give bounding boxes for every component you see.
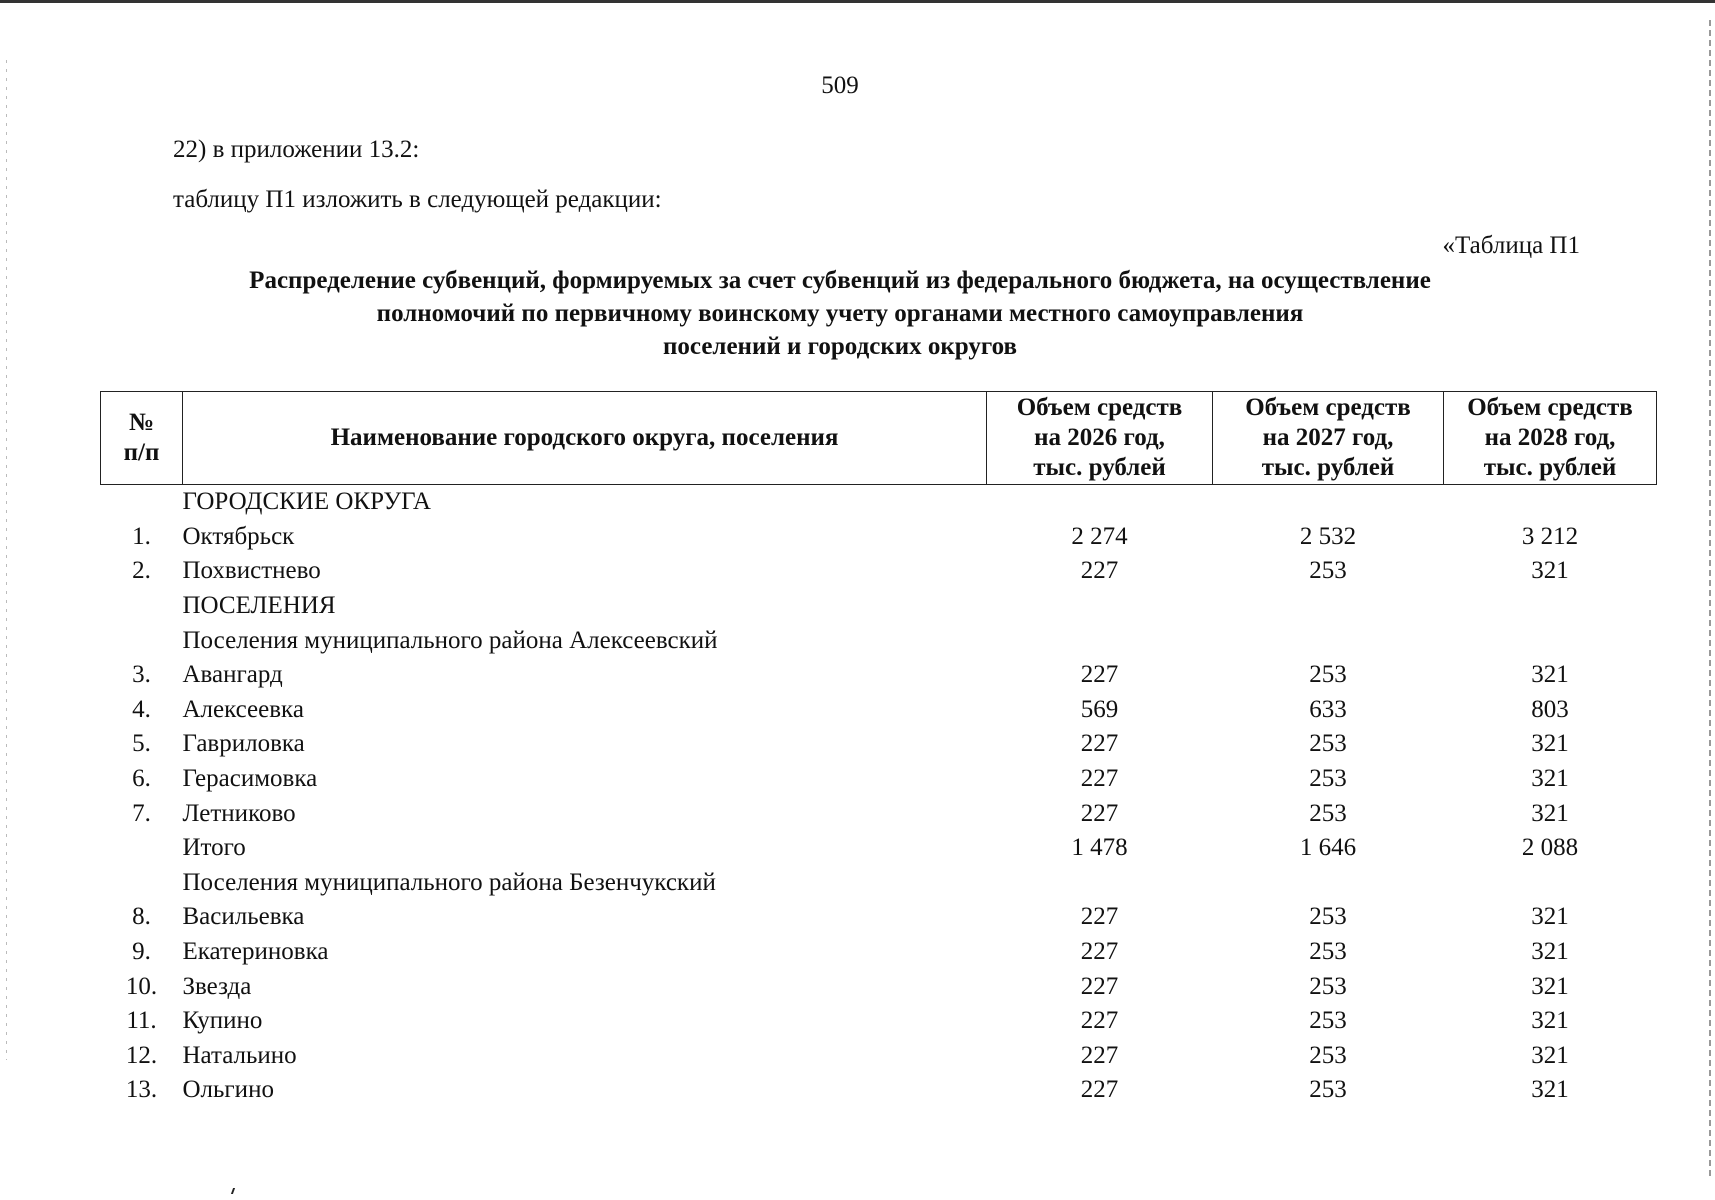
value-2028: 321 (1531, 730, 1569, 758)
value-2028: 2 088 (1521, 834, 1579, 862)
header-2026-line: на 2026 год, (1034, 424, 1165, 451)
table-row (101, 866, 1657, 901)
amendment-paragraph: 22) в приложении 13.2: (173, 136, 420, 163)
instruction-paragraph: таблицу П1 изложить в следующей редакции: (173, 186, 662, 213)
value-2026: 227 (1080, 730, 1119, 758)
row-number: 13. (125, 1076, 158, 1104)
table-row (101, 935, 1657, 970)
table-row (101, 589, 1657, 624)
table-header-row (101, 392, 1657, 485)
table-title-line: поселений и городских округов (663, 333, 1017, 360)
value-2026: 227 (1080, 799, 1119, 827)
row-name: Екатериновка (182, 938, 329, 966)
row-name: Авангард (182, 661, 283, 689)
header-2027 (1213, 392, 1444, 485)
row-number: 3. (132, 661, 151, 689)
row-name: ПОСЕЛЕНИЯ (182, 592, 336, 620)
table-row (101, 762, 1657, 797)
header-number-line: п/п (123, 439, 160, 466)
row-name: Гавриловка (182, 730, 305, 758)
value-2028: 321 (1531, 903, 1569, 931)
scan-left-edge (6, 60, 7, 1060)
row-name: Похвистнево (182, 557, 321, 585)
value-2027: 253 (1309, 730, 1347, 758)
table-body (101, 485, 1657, 1108)
row-name: Звезда (182, 972, 252, 1000)
row-name: Васильевка (182, 903, 305, 931)
value-2027: 253 (1309, 1007, 1347, 1035)
row-number: 12. (125, 1041, 158, 1069)
value-2026 (987, 589, 1213, 624)
value-2028: 321 (1531, 938, 1569, 966)
value-2026: 227 (1080, 903, 1119, 931)
row-number (101, 831, 183, 866)
row-name: Поселения муниципального района Алексеевский (182, 626, 718, 654)
row-name: Итого (182, 834, 246, 862)
value-2026: 227 (1080, 1076, 1119, 1104)
header-2028 (1444, 392, 1657, 485)
row-number: 10. (125, 972, 158, 1000)
header-name: Наименование городского округа, поселения (183, 392, 987, 485)
value-2027: 2 532 (1299, 522, 1357, 550)
table-row (101, 485, 1657, 520)
table-row (101, 727, 1657, 762)
value-2026: 227 (1080, 972, 1119, 1000)
row-number: 1. (132, 522, 151, 550)
value-2027 (1213, 623, 1444, 658)
value-2026: 227 (1080, 661, 1119, 689)
table-row (101, 658, 1657, 693)
header-2027-line: тыс. рублей (1261, 454, 1395, 481)
value-2027: 253 (1309, 661, 1347, 689)
header-2026-line: тыс. рублей (1033, 454, 1166, 481)
row-number: 8. (132, 903, 151, 931)
table-row (101, 1039, 1657, 1074)
value-2026: 2 274 (1071, 522, 1128, 550)
row-name: Натальино (182, 1041, 297, 1069)
value-2027: 253 (1309, 799, 1347, 827)
value-2027: 253 (1309, 557, 1347, 585)
value-2027: 633 (1309, 695, 1347, 723)
row-name: ГОРОДСКИЕ ОКРУГА (182, 488, 431, 516)
value-2027: 253 (1309, 1076, 1347, 1104)
value-2026: 227 (1080, 557, 1119, 585)
table-row (101, 1004, 1657, 1039)
row-name: Летниково (182, 799, 296, 827)
value-2028: 321 (1531, 1007, 1569, 1035)
table-row (101, 520, 1657, 555)
value-2028 (1444, 485, 1657, 520)
table-reference: «Таблица П1 (1442, 232, 1580, 259)
row-number (101, 485, 183, 520)
subventions-table (100, 391, 1657, 1108)
value-2026 (987, 485, 1213, 520)
value-2028 (1444, 589, 1657, 624)
header-number (101, 392, 183, 485)
header-2027-line: Объем средств (1245, 394, 1411, 421)
value-2028: 3 212 (1521, 522, 1579, 550)
table-title-line: полномочий по первичному воинскому учету органами местного самоуправления (376, 300, 1304, 327)
value-2028: 321 (1531, 557, 1569, 585)
value-2026: 227 (1080, 938, 1119, 966)
value-2028: 321 (1531, 799, 1569, 827)
table-row (101, 693, 1657, 728)
scan-right-edge (1709, 20, 1711, 1180)
value-2027: 253 (1309, 972, 1347, 1000)
row-number: 6. (132, 765, 151, 793)
row-number: 11. (126, 1007, 157, 1035)
table-title (90, 264, 1590, 363)
table-row (101, 623, 1657, 658)
row-name: Октябрьск (182, 522, 295, 550)
header-2028-line: на 2028 год, (1484, 424, 1616, 451)
value-2026 (987, 623, 1213, 658)
row-number: 7. (132, 799, 151, 827)
value-2026: 1 478 (1071, 834, 1128, 862)
value-2026: 227 (1080, 1041, 1119, 1069)
header-2026 (987, 392, 1213, 485)
row-number: 2. (132, 557, 151, 585)
value-2028: 803 (1531, 695, 1569, 723)
row-name: Купино (182, 1007, 263, 1035)
row-number: 9. (132, 938, 151, 966)
row-number (101, 589, 183, 624)
value-2027: 253 (1309, 765, 1347, 793)
value-2026 (987, 866, 1213, 901)
row-number: 5. (132, 730, 151, 758)
header-2026-line: Объем средств (1016, 394, 1183, 421)
value-2027: 253 (1309, 1041, 1347, 1069)
table-title-line: Распределение субвенций, формируемых за счет субвенций из федерального бюджета, на осуществление (249, 267, 1431, 294)
row-name: Алексеевка (182, 695, 304, 723)
row-name: Герасимовка (182, 765, 318, 793)
value-2028: 321 (1531, 972, 1569, 1000)
row-name: Ольгино (182, 1076, 274, 1104)
value-2027: 253 (1309, 903, 1347, 931)
header-2028-line: Объем средств (1467, 394, 1633, 421)
value-2028: 321 (1531, 1076, 1569, 1104)
table-row (101, 969, 1657, 1004)
value-2028: 321 (1531, 765, 1569, 793)
value-2026: 227 (1080, 1007, 1119, 1035)
top-border-rule (0, 0, 1715, 3)
table-row (101, 831, 1657, 866)
value-2027 (1213, 866, 1444, 901)
table-row (101, 554, 1657, 589)
value-2028 (1444, 623, 1657, 658)
value-2028: 321 (1531, 1041, 1569, 1069)
value-2027: 253 (1309, 938, 1347, 966)
scan-mark (231, 1188, 235, 1194)
row-number: 4. (132, 695, 151, 723)
row-name: Поселения муниципального района Безенчукский (182, 868, 716, 896)
header-number-line: № (128, 409, 155, 436)
row-number (101, 866, 183, 901)
value-2026: 569 (1080, 695, 1119, 723)
table-row (101, 1073, 1657, 1108)
value-2028: 321 (1531, 661, 1569, 689)
value-2027 (1213, 485, 1444, 520)
table-row (101, 796, 1657, 831)
row-number (101, 623, 183, 658)
value-2027: 1 646 (1299, 834, 1357, 862)
value-2028 (1444, 866, 1657, 901)
page-number: 509 (821, 72, 859, 99)
table-row (101, 900, 1657, 935)
header-2028-line: тыс. рублей (1483, 454, 1617, 481)
value-2027 (1213, 589, 1444, 624)
value-2026: 227 (1080, 765, 1119, 793)
header-2027-line: на 2027 год, (1262, 424, 1394, 451)
